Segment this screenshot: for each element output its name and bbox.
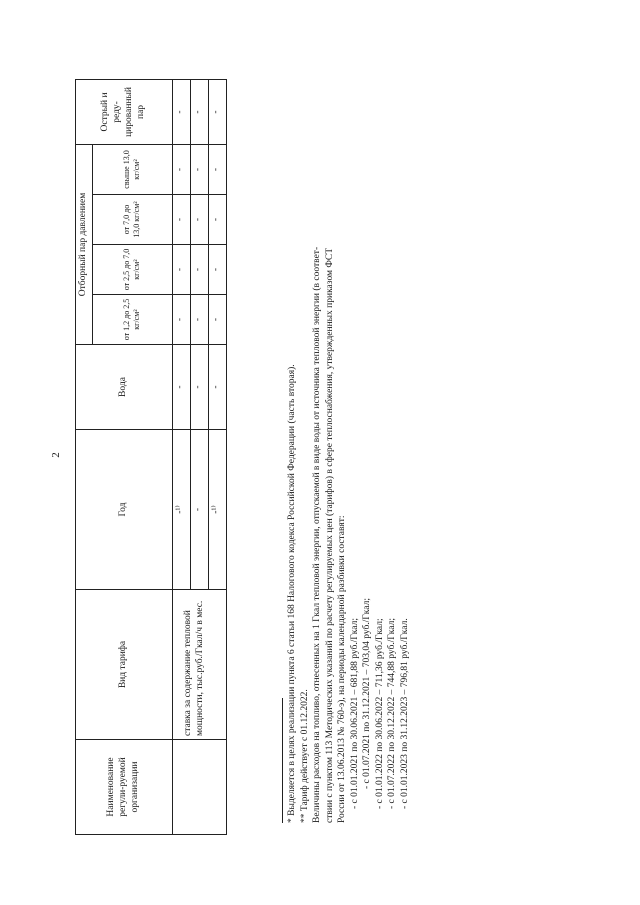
header-pressure-4: свыше 13,0 кг/см² (92, 144, 172, 194)
header-pressure-1: от 1,2 до 2,5 кг/см² (92, 295, 172, 345)
header-pressure-3: от 7,0 до 13,0 кг/см² (92, 195, 172, 245)
fuel-cost-text-2: ствии с пунктом 113 Методических указаний по расчету регулируемых цен (тарифов) в сфере теплоснабжения, утвержденных приказом ФСТ (324, 247, 335, 823)
period-item: - с 01.07.2022 по 30.12.2022 – 744,88 руб./Гкал; (387, 618, 397, 809)
header-water: Вода (76, 345, 173, 430)
header-tariff-type: Вид тарифа (76, 590, 173, 740)
fuel-cost-text-1: Величины расходов на топливо, отнесенных на 1 Гкал тепловой энергии, отпускаемой в виде воды от источника тепловой энергии (в соответ- (312, 246, 322, 823)
footnotes (282, 83, 411, 823)
p2-cell: - (172, 245, 190, 295)
header-year: Год (76, 430, 173, 590)
p2-cell: - (190, 245, 208, 295)
footnote-vat: * Выделяется в целях реализации пункта 6 статьи 168 Налогового кодекса Российской Федерации (часть вторая). (287, 364, 297, 823)
fuel-cost-text-3: России от 13.06.2013 № 760-э), на периоды календарной разбивки составят: (337, 515, 347, 823)
p4-cell: - (172, 144, 190, 194)
p4-cell: - (190, 144, 208, 194)
p4-cell: - (208, 144, 226, 194)
footnote-divider (282, 698, 283, 823)
page-number: 2 (50, 452, 62, 458)
sharp-cell: - (208, 79, 226, 144)
header-org: Наименование регули-руемой организации (76, 740, 173, 835)
footnote-effective-date: ** Тариф действует с 01.12.2022. (299, 689, 310, 823)
sharp-cell: - (190, 79, 208, 144)
year-cell: -¹⁾ (172, 430, 190, 590)
water-cell: - (208, 345, 226, 430)
org-cell (172, 740, 226, 835)
header-sharp-steam: Острый и реду-цированный пар (76, 79, 173, 144)
header-steam-group: Отборный пар давлением (76, 144, 93, 344)
p2-cell: - (208, 245, 226, 295)
p1-cell: - (172, 295, 190, 345)
tariff-type-cell: ставка за содержание тепловой мощности, тыс.руб./Гкал/ч в мес. (172, 590, 226, 740)
p3-cell: - (208, 195, 226, 245)
period-item: - с 01.01.2022 по 30.06.2022 – 711,36 руб./Гкал; (374, 618, 385, 809)
p1-cell: - (190, 295, 208, 345)
table-row (172, 79, 190, 834)
period-item: - с 01.01.2023 по 31.12.2023 – 796,81 руб./Гкал. (399, 618, 410, 809)
p3-cell: - (172, 195, 190, 245)
period-item: - с 01.07.2021 по 31.12.2021 – 703,04 руб./Гкал; (362, 598, 372, 789)
water-cell: - (190, 345, 208, 430)
p1-cell: - (208, 295, 226, 345)
year-cell: - (190, 430, 208, 590)
year-cell: -¹⁾ (208, 430, 226, 590)
water-cell: - (172, 345, 190, 430)
period-item: - с 01.01.2021 по 30.06.2021 – 681,88 руб./Гкал; (349, 618, 360, 809)
sharp-cell: - (172, 79, 190, 144)
p3-cell: - (190, 195, 208, 245)
header-pressure-2: от 2,5 до 7,0 кг/см² (92, 245, 172, 295)
tariff-table (75, 79, 227, 835)
